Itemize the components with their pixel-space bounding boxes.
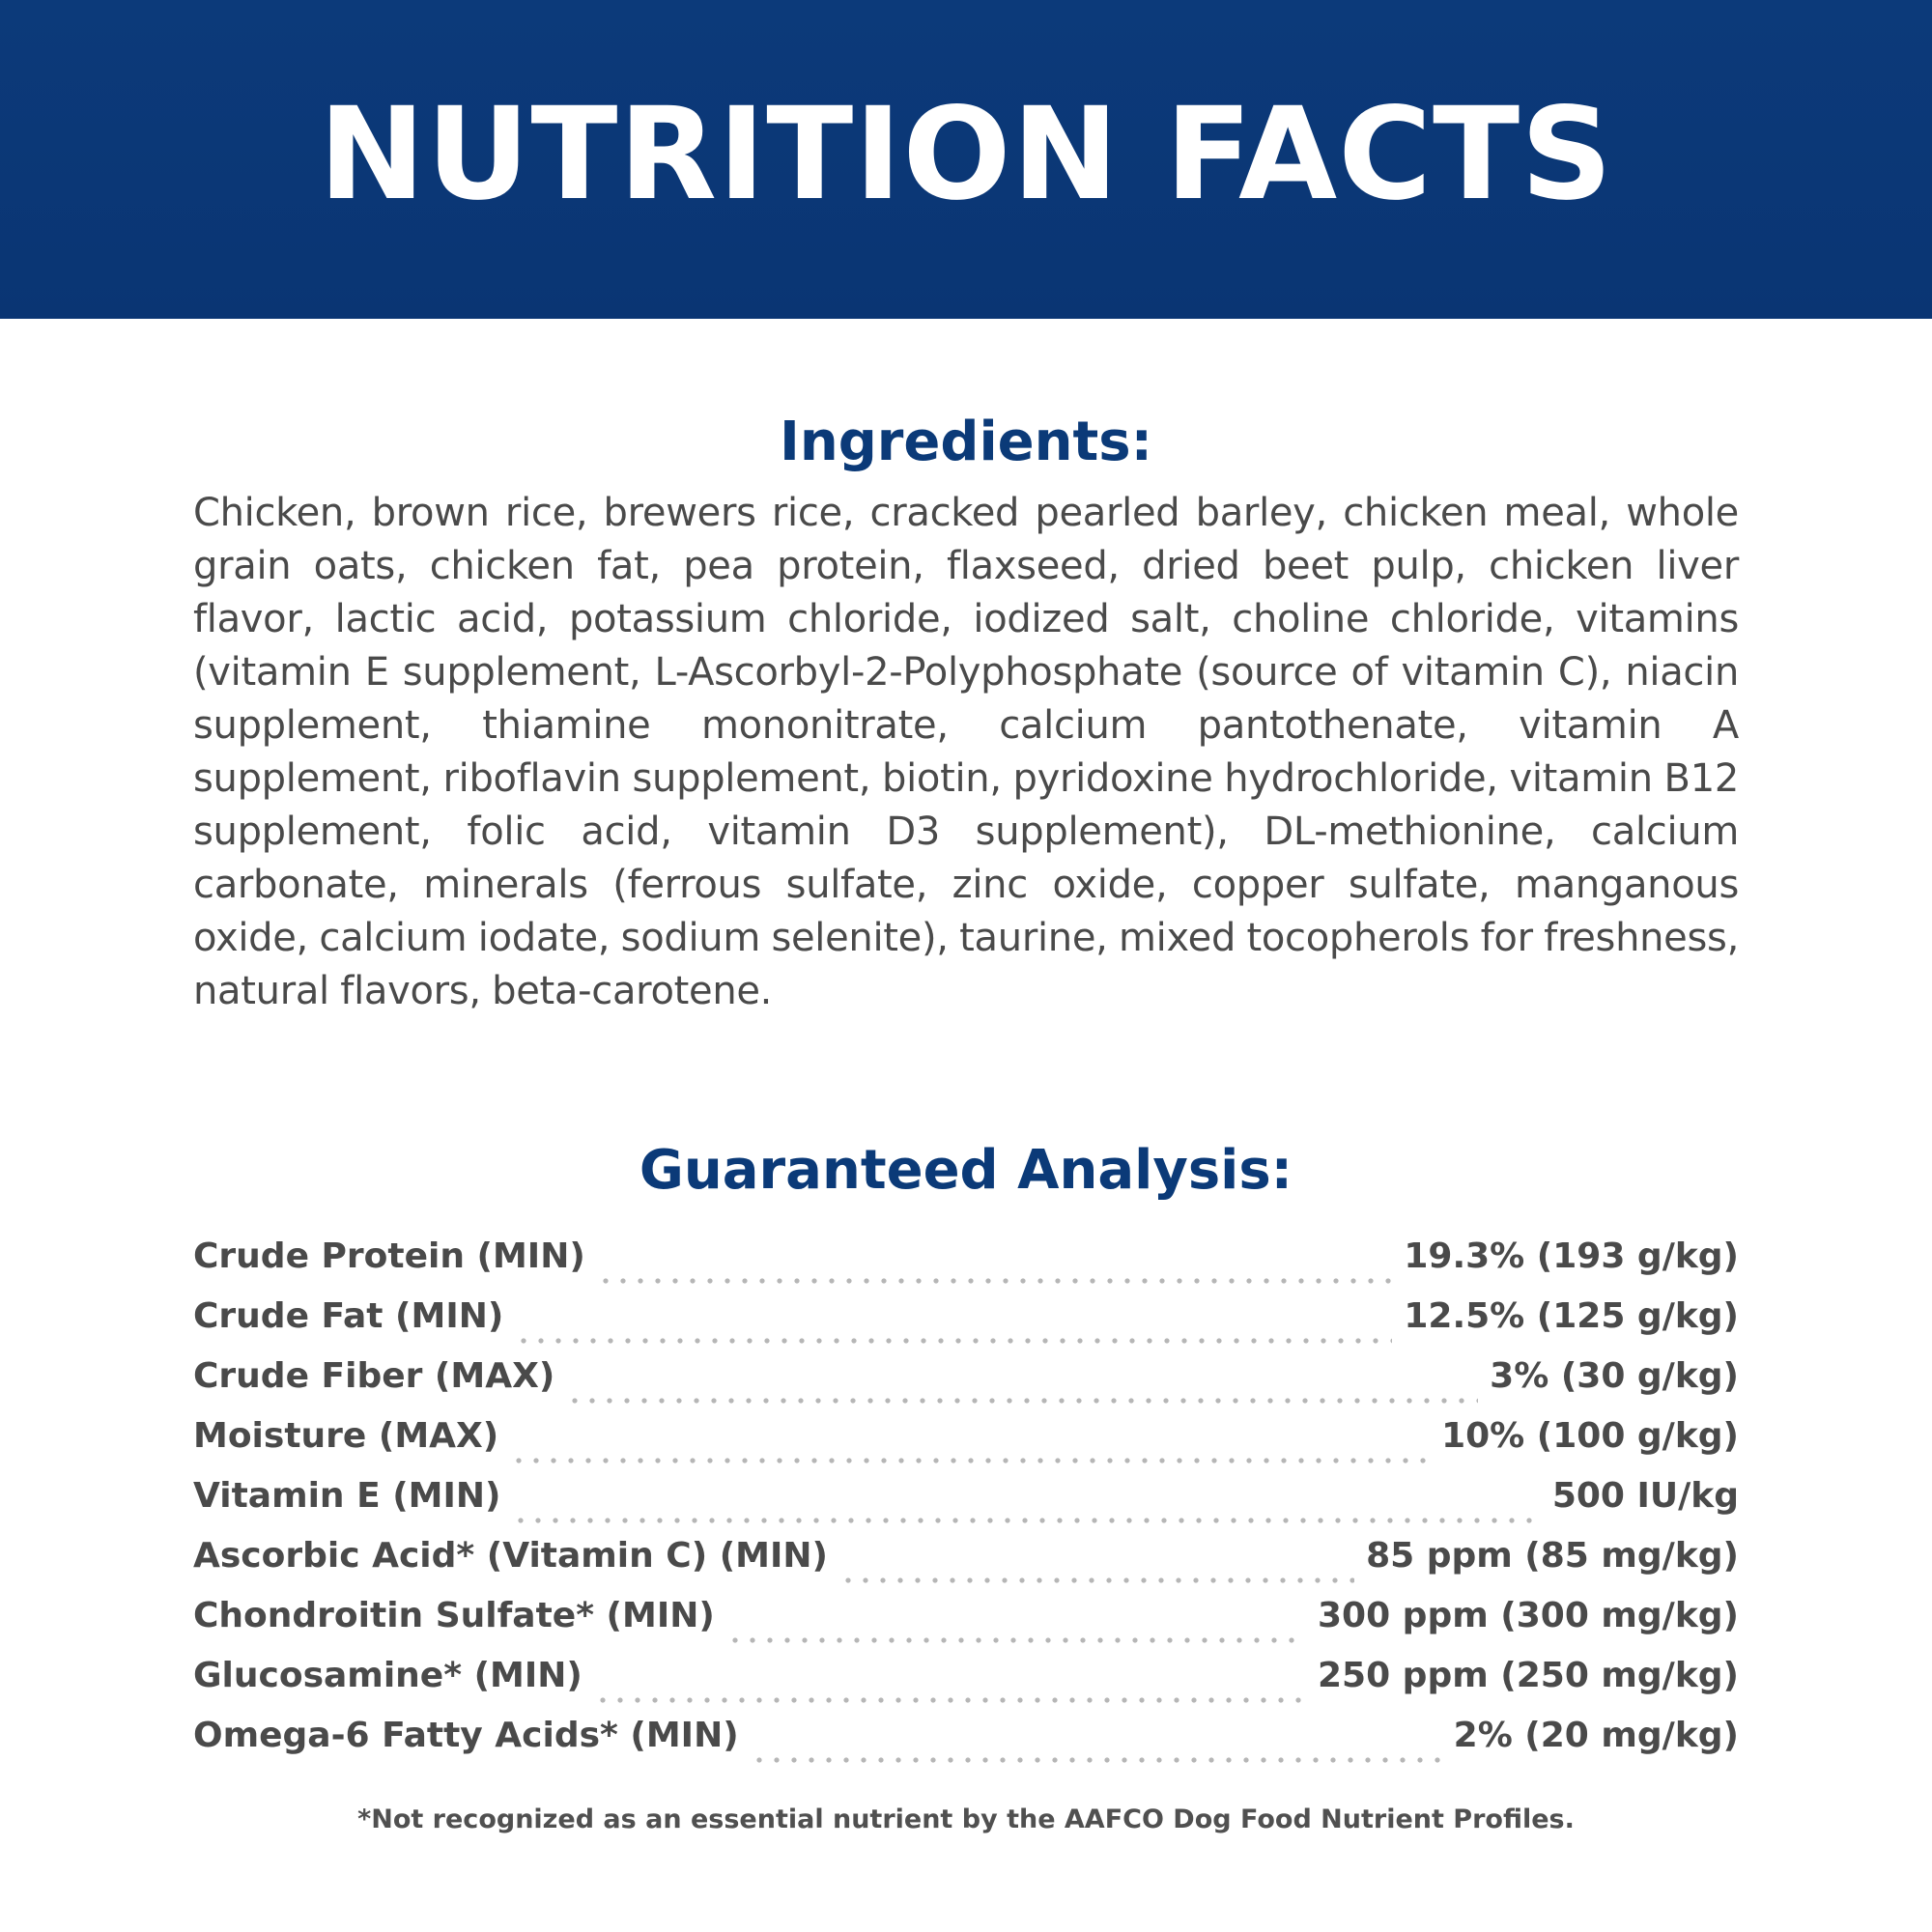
header-banner (0, 0, 1932, 319)
analysis-value: 12.5% (125 g/kg) (1404, 1296, 1739, 1336)
dot-leader (597, 1278, 1393, 1284)
analysis-value: 300 ppm (300 mg/kg) (1318, 1596, 1739, 1635)
analysis-label: Ascorbic Acid* (Vitamin C) (MIN) (193, 1536, 828, 1576)
main-content (193, 319, 1739, 1834)
dot-leader (751, 1757, 1442, 1763)
analysis-row-vitamin-e (193, 1476, 1739, 1536)
analysis-row-omega-6 (193, 1716, 1739, 1776)
analysis-row-chondroitin-sulfate (193, 1596, 1739, 1656)
analysis-table (193, 1236, 1739, 1776)
ingredients-heading: Ingredients: (779, 411, 1152, 473)
analysis-label: Chondroitin Sulfate* (MIN) (193, 1596, 715, 1635)
dot-leader (515, 1338, 1392, 1344)
analysis-value: 3% (30 g/kg) (1490, 1356, 1739, 1396)
analysis-row-crude-fat (193, 1296, 1739, 1356)
dot-leader (566, 1398, 1478, 1404)
analysis-row-crude-protein (193, 1236, 1739, 1296)
analysis-row-ascorbic-acid (193, 1536, 1739, 1596)
analysis-row-crude-fiber (193, 1356, 1739, 1416)
dot-leader (512, 1518, 1540, 1523)
analysis-label: Crude Fiber (MAX) (193, 1356, 555, 1396)
dot-leader (726, 1637, 1306, 1643)
analysis-label: Vitamin E (MIN) (193, 1476, 501, 1516)
analysis-value: 500 IU/kg (1551, 1476, 1739, 1516)
analysis-value: 250 ppm (250 mg/kg) (1318, 1656, 1739, 1695)
guaranteed-analysis-heading: Guaranteed Analysis: (639, 1139, 1293, 1202)
analysis-row-glucosamine (193, 1656, 1739, 1716)
dot-leader (510, 1458, 1430, 1463)
analysis-label: Omega-6 Fatty Acids* (MIN) (193, 1716, 739, 1755)
analysis-value: 85 ppm (85 mg/kg) (1366, 1536, 1739, 1576)
analysis-label: Glucosamine* (MIN) (193, 1656, 582, 1695)
analysis-row-moisture (193, 1416, 1739, 1476)
analysis-label: Moisture (MAX) (193, 1416, 499, 1456)
analysis-label: Crude Fat (MIN) (193, 1296, 504, 1336)
analysis-value: 19.3% (193 g/kg) (1404, 1236, 1739, 1276)
page-title: NUTRITION FACTS (318, 80, 1614, 229)
analysis-label: Crude Protein (MIN) (193, 1236, 585, 1276)
dot-leader (839, 1577, 1354, 1583)
dot-leader (594, 1697, 1306, 1703)
ingredients-text: Chicken, brown rice, brewers rice, cracked pearled barley, chicken meal, whole grain oats, chicken fat, pea protein, flaxseed, dried beet pulp, chicken liver flavor, lactic acid, potassium chloride, iodized salt, choline chloride, vitamins (vitamin E supplement, L-Ascorbyl-2-Polyphosphate (source of vitamin C), niacin supplement, thiamine mononitrate, calcium pantothenate, vitamin A supplement, riboflavin supplement, biotin, pyridoxine hydrochloride, vitamin B12 supplement, folic acid, vitamin D3 supplement), DL-methionine, calcium carbonate, minerals (ferrous sulfate, zinc oxide, copper sulfate, manganous oxide, calcium iodate, sodium selenite), taurine, mixed tocopherols for freshness, natural flavors, beta-carotene. (193, 491, 1739, 1013)
footnote: *Not recognized as an essential nutrient by the AAFCO Dog Food Nutrient Profiles. (357, 1804, 1575, 1834)
analysis-value: 10% (100 g/kg) (1441, 1416, 1739, 1456)
analysis-value: 2% (20 mg/kg) (1453, 1716, 1739, 1755)
